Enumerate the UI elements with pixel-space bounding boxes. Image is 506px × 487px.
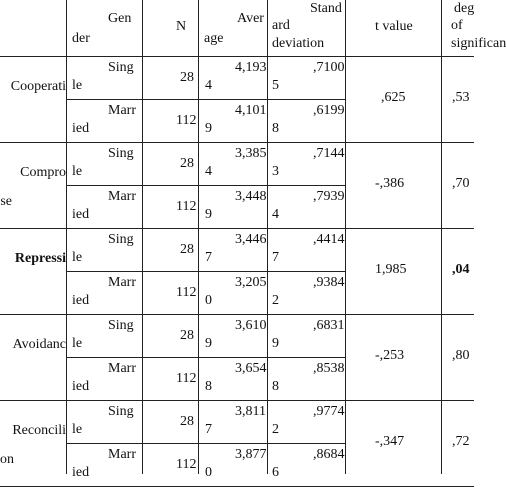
header-degree: deg — [454, 1, 475, 16]
std-cell-cont: 9 — [272, 336, 279, 351]
gender-cell-cont: le — [72, 250, 83, 265]
n-cell: 28 — [180, 328, 194, 343]
std-cell: ,4414 — [313, 232, 345, 247]
header-gender-cont: der — [72, 31, 90, 46]
header-std-cont2: deviation — [272, 36, 325, 51]
std-cell: ,6199 — [313, 103, 345, 118]
n-cell: 28 — [180, 70, 194, 85]
n-cell: 28 — [180, 156, 194, 171]
significance-cell: ,80 — [452, 348, 470, 363]
n-cell: 112 — [176, 371, 197, 386]
gender-cell: Marr — [108, 103, 136, 118]
grid-line — [66, 443, 345, 444]
gender-cell: Sing — [108, 146, 134, 161]
std-cell-cont: 4 — [272, 207, 279, 222]
std-cell-cont: 3 — [272, 164, 279, 179]
n-cell: 112 — [176, 113, 197, 128]
average-cell: 4,193 — [235, 60, 267, 75]
gender-cell: Marr — [108, 361, 136, 376]
significance-cell: ,70 — [452, 176, 470, 191]
n-cell: 112 — [176, 457, 197, 472]
average-cell-cont: 0 — [205, 293, 212, 308]
grid-line — [142, 0, 143, 474]
scale-name: Avoidanc — [12, 337, 66, 352]
average-cell: 3,205 — [235, 275, 267, 290]
average-cell-cont: 0 — [205, 465, 212, 480]
gender-cell: Marr — [108, 275, 136, 290]
header-t-value: t value — [375, 19, 413, 34]
scale-name: Reconcili — [12, 423, 66, 438]
significance-cell: ,72 — [452, 434, 470, 449]
header-std: Stand — [310, 1, 342, 16]
t-value-cell: 1,985 — [375, 262, 407, 277]
grid-line — [345, 0, 346, 474]
n-cell: 112 — [176, 285, 197, 300]
grid-line — [66, 271, 345, 272]
average-cell-cont: 9 — [205, 207, 212, 222]
std-cell: ,8684 — [313, 447, 345, 462]
gender-cell-cont: ied — [72, 465, 90, 480]
grid-line — [0, 400, 474, 401]
average-cell: 4,101 — [235, 103, 267, 118]
gender-cell: Sing — [108, 60, 134, 75]
average-cell: 3,448 — [235, 189, 267, 204]
grid-line — [0, 142, 474, 143]
t-value-cell: -,386 — [375, 176, 405, 191]
grid-line — [0, 56, 474, 57]
average-cell-cont: 8 — [205, 379, 212, 394]
average-cell: 3,385 — [235, 146, 267, 161]
grid-line — [66, 357, 345, 358]
average-cell-cont: 7 — [205, 250, 212, 265]
std-cell: ,7144 — [313, 146, 345, 161]
std-cell: ,9774 — [313, 404, 345, 419]
header-average-cont: age — [204, 31, 224, 46]
n-cell: 112 — [176, 199, 197, 214]
average-cell-cont: 4 — [205, 164, 212, 179]
std-cell-cont: 2 — [272, 422, 279, 437]
gender-cell: Marr — [108, 447, 136, 462]
gender-cell: Sing — [108, 404, 134, 419]
average-cell-cont: 7 — [205, 422, 212, 437]
average-cell-cont: 9 — [205, 121, 212, 136]
gender-cell-cont: ied — [72, 293, 90, 308]
std-cell-cont: 5 — [272, 78, 279, 93]
grid-line — [66, 185, 345, 186]
std-cell-cont: 2 — [272, 293, 279, 308]
scale-name-cont: se — [0, 194, 12, 209]
grid-line — [441, 0, 442, 474]
scale-name-cont: on — [0, 452, 14, 467]
std-cell: ,9384 — [313, 275, 345, 290]
average-cell-cont: 4 — [205, 78, 212, 93]
gender-cell-cont: ied — [72, 379, 90, 394]
scale-name: Cooperati — [10, 79, 66, 94]
std-cell: ,7939 — [313, 189, 345, 204]
header-degree-cont2: significan — [451, 36, 506, 51]
gender-cell-cont: le — [72, 78, 83, 93]
gender-cell-cont: ied — [72, 207, 90, 222]
gender-cell-cont: le — [72, 422, 83, 437]
header-average: Aver — [237, 11, 264, 26]
scale-name: Repressi — [14, 251, 66, 266]
std-cell-cont: 8 — [272, 121, 279, 136]
grid-line — [198, 0, 199, 474]
significance-cell: ,53 — [452, 90, 470, 105]
std-cell-cont: 7 — [272, 250, 279, 265]
grid-line — [0, 314, 474, 315]
average-cell: 3,811 — [235, 404, 266, 419]
average-cell-cont: 9 — [205, 336, 212, 351]
grid-line — [0, 228, 474, 229]
grid-line — [267, 0, 268, 474]
average-cell: 3,610 — [235, 318, 267, 333]
std-cell: ,6831 — [313, 318, 345, 333]
std-cell: ,8538 — [313, 361, 345, 376]
grid-line — [66, 0, 67, 474]
gender-cell-cont: le — [72, 336, 83, 351]
significance-cell: ,04 — [452, 262, 470, 277]
header-gender: Gen — [108, 11, 132, 26]
t-value-cell: -,253 — [375, 348, 405, 363]
n-cell: 28 — [180, 414, 194, 429]
gender-cell-cont: ied — [72, 121, 90, 136]
header-degree-cont: of — [451, 18, 463, 33]
header-n: N — [176, 19, 187, 34]
gender-cell: Sing — [108, 318, 134, 333]
header-std-cont: ard — [272, 18, 290, 33]
n-cell: 28 — [180, 242, 194, 257]
std-cell-cont: 8 — [272, 379, 279, 394]
gender-cell: Marr — [108, 189, 136, 204]
std-cell-cont: 6 — [272, 465, 279, 480]
std-cell: ,7100 — [313, 60, 345, 75]
scale-name: Compro — [20, 165, 66, 180]
gender-cell: Sing — [108, 232, 134, 247]
average-cell: 3,654 — [235, 361, 267, 376]
gender-cell-cont: le — [72, 164, 83, 179]
average-cell: 3,446 — [235, 232, 267, 247]
grid-line — [66, 99, 345, 100]
average-cell: 3,877 — [235, 447, 267, 462]
t-value-cell: ,625 — [381, 90, 406, 105]
t-value-cell: -,347 — [375, 434, 405, 449]
